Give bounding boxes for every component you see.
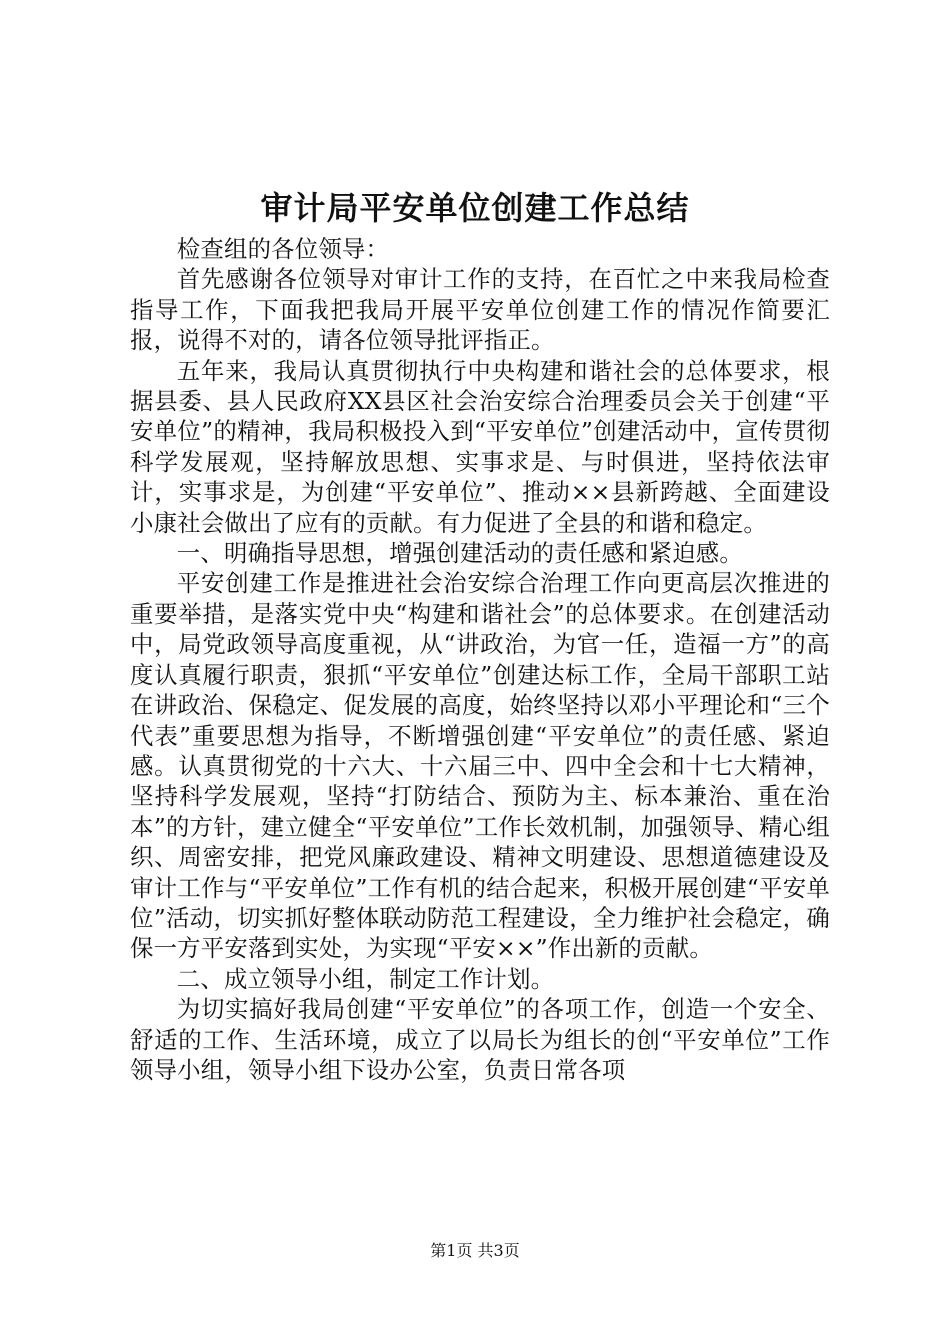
document-title: 审计局平安单位创建工作总结 bbox=[260, 189, 690, 227]
document-body bbox=[130, 234, 830, 1085]
section-heading-1: 一、明确指导思想，增强创建活动的责任感和紧迫感。 bbox=[176, 539, 743, 568]
section-1-paragraph: 平安创建工作是推进社会治安综合治理工作向更高层次推进的重要举措，是落实党中央“构建和谐社会”的总体要求。在创建活动中，局党政领导高度重视，从“讲政治，为官一任，造福一方”的高度认真履行职责，狠抓“平安单位”创建达标工作，全局干部职工站在讲政治、保稳定、促发展的高度，始终坚持以邓小平理论和“三个代表”重要思想为指导，不断增强创建“平安单位”的责任感、紧迫感。认真贯彻党的十六大、十六届三中、四中全会和十七大精神，坚持科学发展观，坚持“打防结合、预防为主、标本兼治、重在治本”的方针，建立健全“平安单位”工作长效机制，加强领导、精心组织、周密安排，把党风廉政建设、精神文明建设、思想道德建设及审计工作与“平安单位”工作有机的结合起来，积极开展创建“平安单位”活动，切实抓好整体联动防范工程建设，全力维护社会稳定，确保一方平安落到实处，为实现“平安××”作出新的贡献。 bbox=[130, 569, 830, 963]
salutation-paragraph: 检查组的各位领导： bbox=[176, 235, 390, 263]
section-2-paragraph: 为切实搞好我局创建“平安单位”的各项工作，创造一个安全、舒适的工作、生活环境，成立了以局长为组长的创“平安单位”工作领导小组，领导小组下设办公室，负责日常各项 bbox=[130, 995, 830, 1084]
intro-paragraph: 首先感谢各位领导对审计工作的支持，在百忙之中来我局检查指导工作，下面我把我局开展平安单位创建工作的情况作简要汇报，说得不对的，请各位领导批评指正。 bbox=[130, 265, 830, 355]
overview-paragraph: 五年来，我局认真贯彻执行中央构建和谐社会的总体要求，根据县委、县人民政府XX县区社会治安综合治理委员会关于创建“平安单位”的精神，我局积极投入到“平安单位”创建活动中，宣传贯彻科学发展观，坚持解放思想、实事求是、与时俱进，坚持依法审计，实事求是，为创建“平安单位”、推动××县新跨越、全面建设小康社会做出了应有的贡献。有力促进了全县的和谐和稳定。 bbox=[130, 356, 830, 537]
section-heading-2: 二、成立领导小组，制定工作计划。 bbox=[176, 964, 555, 993]
page-footer: 第1页 共3页 bbox=[430, 1241, 520, 1260]
